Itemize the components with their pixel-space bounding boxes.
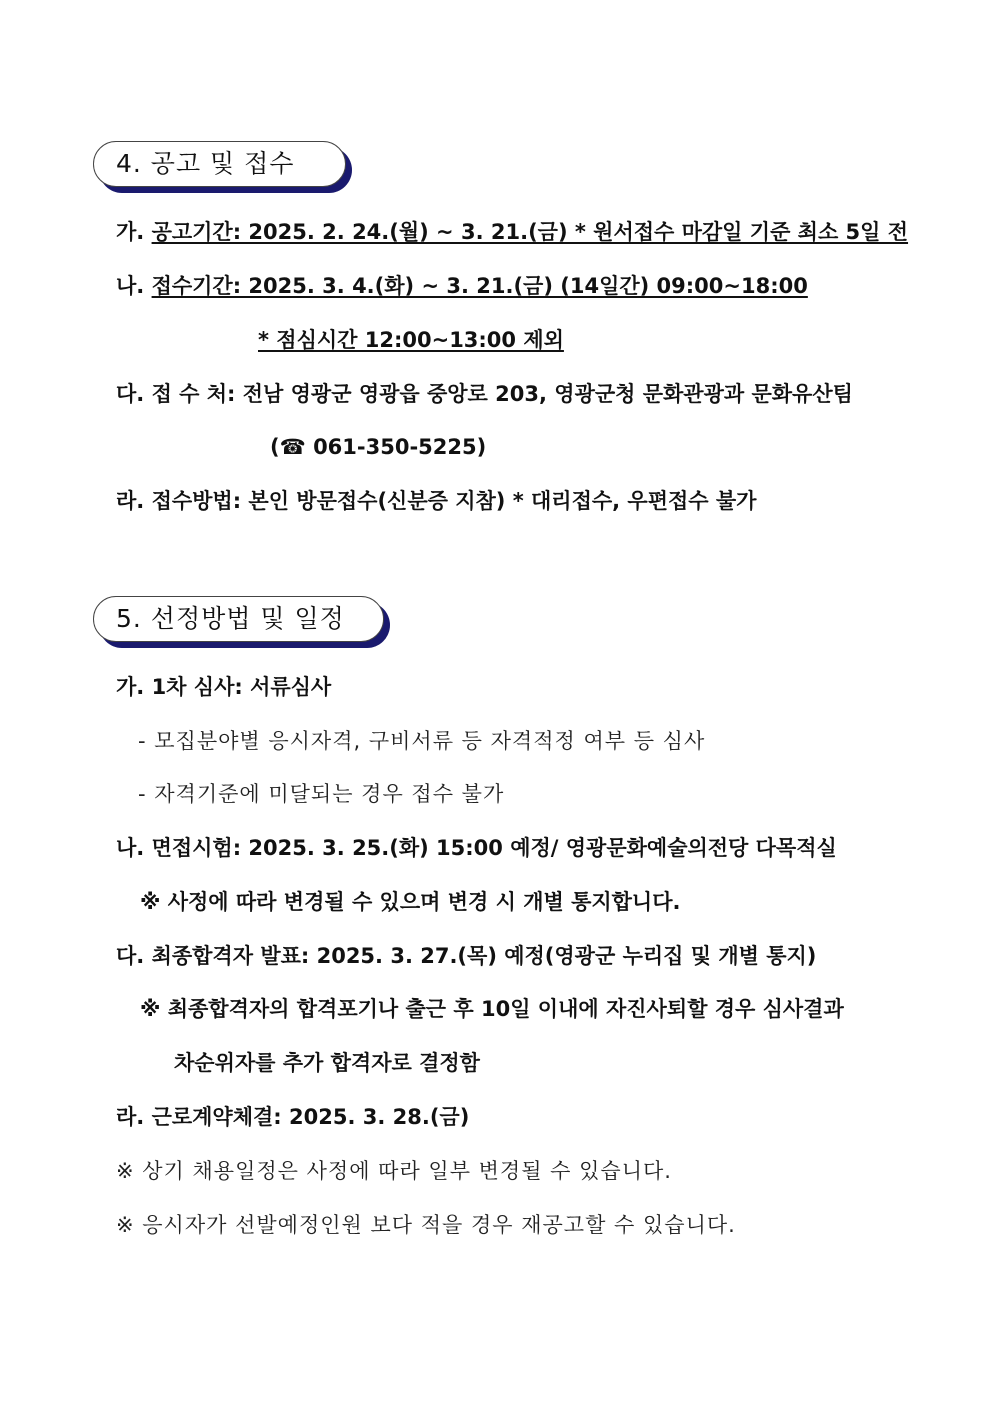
s5-footnote-1: ※ 상기 채용일정은 사정에 따라 일부 변경될 수 있습니다. [116,1159,672,1183]
s5-item-ga: 가. 1차 심사: 서류심사 [116,675,332,699]
s5-item-na-note: ※ 사정에 따라 변경될 수 있으며 변경 시 개별 통지합니다. [140,890,681,914]
s5-item-ga-sub-2: - 자격기준에 미달되는 경우 접수 불가 [138,782,505,806]
s4-item-na-prefix: 나. [116,274,152,298]
s4-item-ga-text: 공고기간: 2025. 2. 24.(월) ~ 3. 21.(금) * 원서접수 마감일 기준 최소 5일 전 [151,220,909,244]
s4-item-na-text: 접수기간: 2025. 3. 4.(화) ~ 3. 21.(금) (14일간) 09:00~18:00 [151,274,808,298]
section-4-header [93,141,346,187]
section-4-title: 4. 공고 및 접수 [93,141,346,187]
s5-item-na: 나. 면접시험: 2025. 3. 25.(화) 15:00 예정/ 영광문화예술의전당 다목적실 [116,836,837,860]
s5-item-ra: 라. 근로계약체결: 2025. 3. 28.(금) [116,1105,470,1129]
s4-item-ga-prefix: 가. [116,220,152,244]
s4-item-ga [116,218,908,246]
s5-item-ga-sub-1: - 모집분야별 응시자격, 구비서류 등 자격적정 여부 등 심사 [138,729,706,753]
s5-footnote-2: ※ 응시자가 선발예정인원 보다 적을 경우 재공고할 수 있습니다. [116,1213,736,1237]
section-5-title: 5. 선정방법 및 일정 [93,596,384,642]
s4-item-na-sub: * 점심시간 12:00~13:00 제외 [258,328,564,352]
s5-item-da: 다. 최종합격자 발표: 2025. 3. 27.(목) 예정(영광군 누리집 및 개별 통지) [116,944,817,968]
s4-item-da: 다. 접 수 처: 전남 영광군 영광읍 중앙로 203, 영광군청 문화관광과 문화유산팀 [116,382,853,406]
section-5-header [93,596,384,642]
s4-item-ra: 라. 접수방법: 본인 방문접수(신분증 지참) * 대리접수, 우편접수 불가 [116,489,757,513]
s5-item-da-note-1: ※ 최종합격자의 합격포기나 출근 후 10일 이내에 자진사퇴할 경우 심사결과 [140,997,844,1021]
s5-item-da-note-2: 차순위자를 추가 합격자로 결정함 [174,1051,480,1075]
s4-item-da-phone: (☎ 061-350-5225) [270,435,487,459]
s4-item-na [116,272,808,300]
